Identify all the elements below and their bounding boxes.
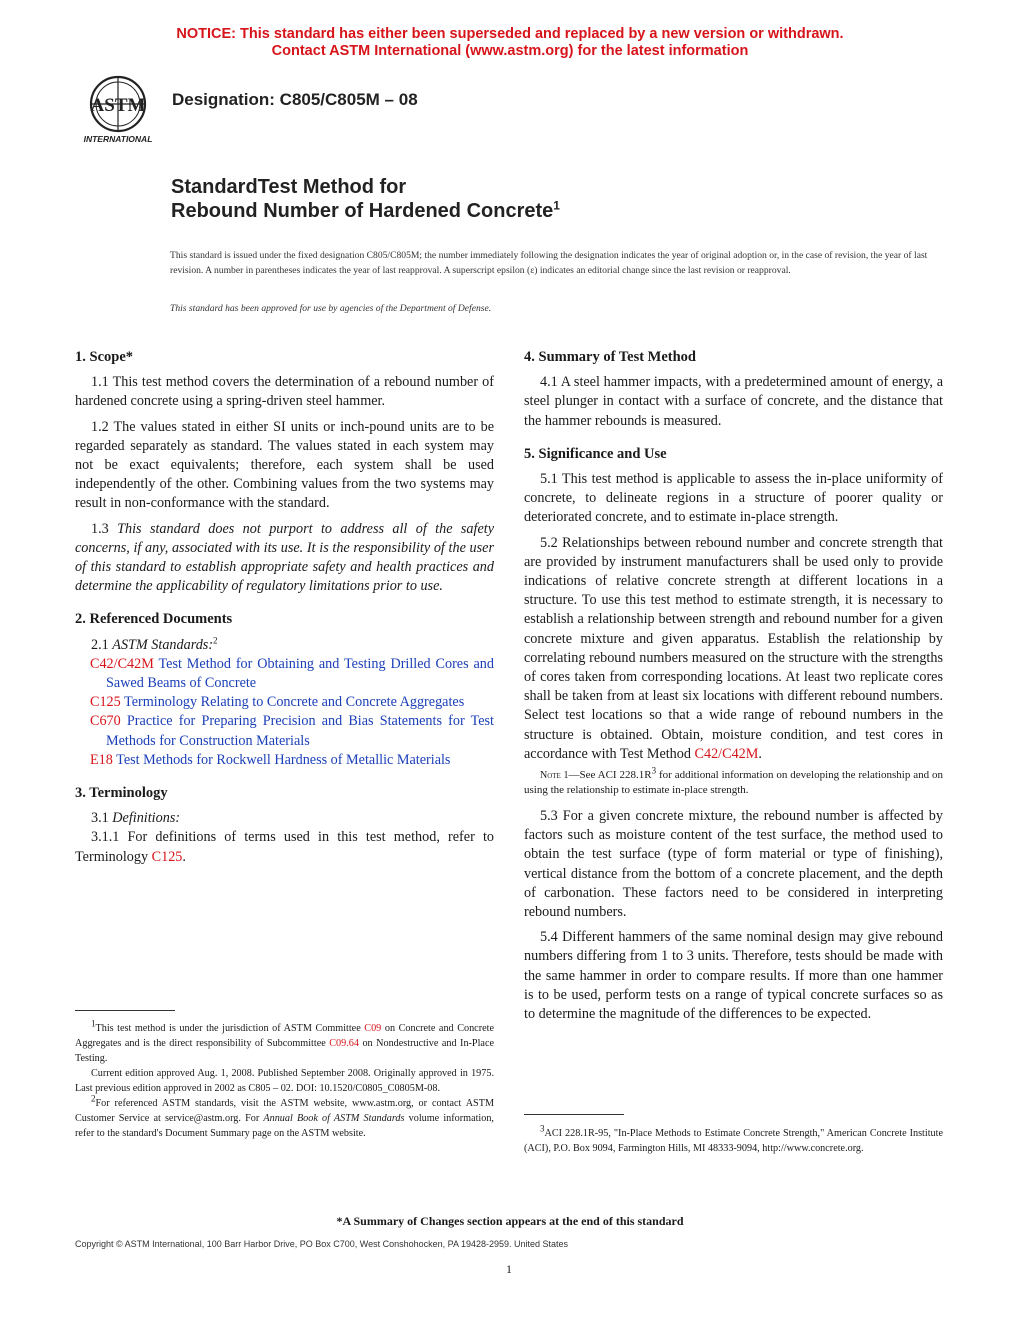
document-title [171,175,560,223]
astm-logo-icon [76,74,160,146]
page-number: 1 [506,1262,512,1276]
para-3-1: 3.1 Definitions: [91,810,181,827]
copyright: Copyright © ASTM International, 100 Barr Harbor Drive, PO Box C700, West Conshohocken, PA 19428-2959. United States [75,1239,569,1249]
ref-c125: C125 Terminology Relating to Concrete and Concrete Aggregates [90,694,465,711]
notice-line-2: Contact ASTM International (www.astm.org) for the latest information [271,43,749,59]
footnote-1-edition: Current edition approved Aug. 1, 2008. Published September 2008. Originally approved in 1975. Last previous edition approved in 2002 as C805 – 02. DOI: 10.1520/C0805_C0805M-08. [75,1068,494,1094]
para-5-4: 5.4 Different hammers of the same nominal design may give rebound numbers differing from 1 to 3 units. Therefore, tests should be made with the same hammer in order to compare results. If more than one hammer is to be used, perform tests on a range of typical concrete surfaces so as to determine the magnitude of the differences to be expected. [524,929,943,1023]
right-column [524,348,943,1030]
astm-logo [76,74,160,146]
withdrawn-notice [0,26,1020,60]
section-3-heading: 3. Terminology [75,785,168,802]
ref-c42: C42/C42M Test Method for Obtaining and Testing Drilled Cores and Sawed Beams of Concrete [90,655,494,692]
dod-note: This standard has been approved for use by agencies of the Department of Defense. [170,303,492,314]
note-1: Note 1—See ACI $228.1R^3$ for additional information on developing the relationship and on using the relationship to estimate in-place strength. [524,765,943,797]
footnote-rule-right [524,1114,624,1115]
summary-of-changes-note: *A Summary of Changes section appears at the end of this standard [336,1214,684,1228]
para-1-2: 1.2 The values stated in either SI units or inch-pound units are to be regarded separately as standard. The values stated in each system may not be exact equivalents; therefore, each system shall be used independently of the other. Combining values from the two systems may result in non-conformance with the standard. [75,418,494,512]
footnote-1: $^1$This test method is under the jurisdiction of ASTM Committee C09 on Concrete and Concrete Aggregates and is the direct responsibility of Subcommittee C09.64 on Nondestructive and In-Place Testing. [75,1018,494,1064]
preamble: This standard is issued under the fixed designation C805/C805M; the number immediately following the designation indicates the year of original adoption or, in the case of revision, the year of last revision. A number in parentheses indicates the year of last reapproval. A superscript epsilon (ε) indicates an editorial change since the last revision or reapproval. [170,250,928,276]
section-4-heading: 4. Summary of Test Method [524,349,696,365]
ref-c42-link[interactable]: C42/C42M [90,655,154,672]
para-2-1: 2.1 ASTM Standards:$^2$ [91,634,218,653]
c09-64-link[interactable]: C09.64 [329,1038,359,1049]
ref-c670: C670 Practice for Preparing Precision and Bias Statements for Test Methods for Construction Materials [90,713,494,749]
footnotes-right [524,1123,943,1156]
ref-e18-link[interactable]: E18 [90,751,113,768]
c42-link[interactable]: C42/C42M [694,745,759,762]
ref-e18: E18 Test Methods for Rockwell Hardness of Metallic Materials [90,751,451,768]
para-1-1: 1.1 This test method covers the determination of a rebound number of hardened concrete using a spring-driven steel hammer. [75,374,494,410]
para-3-1-1: 3.1.1 For definitions of terms used in this test method, refer to Terminology C125. [75,829,494,865]
para-5-3: 5.3 For a given concrete mixture, the rebound number is affected by factors such as moisture content of the test surface, the method used to obtain the test surface (type of form material or type of finishing), vertical distance from the bottom of a concrete placement, and the depth of carbonation. These factors need to be considered in interpreting rebound numbers. [524,808,943,921]
para-5-1: 5.1 This test method is applicable to assess the in-place uniformity of concrete, to delineate regions in a structure of poorer quality or deteriorated concrete, and to estimate in-place strength. [524,471,943,526]
para-1-3: 1.3 This standard does not purport to address all of the safety concerns, if any, associated with its use. It is the responsibility of the user of this standard to establish appropriate safety and health practices and determine the applicability of regulatory limitations prior to use. [75,520,494,595]
title-footnote-mark: 1 [553,198,560,213]
svg-text:ASTM: ASTM [90,95,146,116]
footnotes-left [75,1018,494,1141]
para-5-2: 5.2 Relationships between rebound number and concrete strength that are provided by instrument manufacturers shall be used only to provide indications of relative concrete strength at different locations in a structure. To use this test method to estimate strength, it is necessary to establish a relationship between strength and rebound number for a given concrete mixture and given apparatus. Establish the relationship by correlating rebound numbers measured on the structure with the strengths of cores taken from corresponding locations. At least two replicate cores shall be taken from at least six locations with different rebound numbers. Select test locations so that a wide range of rebound numbers in the structure is obtained. Obtain, moisture condition, and test cores in accordance with Test Method C42/C42M. [524,534,943,762]
c09-link[interactable]: C09 [364,1023,382,1034]
para-4-1: 4.1 A steel hammer impacts, with a predetermined amount of energy, a steel plunger in contact with a surface of concrete, and the distance that the hammer rebounds is measured. [524,374,943,429]
section-1-heading: 1. Scope* [75,349,133,365]
footnote-rule-left [75,1010,175,1011]
footnote-2: $^2$For referenced ASTM standards, visit the ASTM website, www.astm.org, or contact ASTM Customer Service at service@astm.org. For Annual Book of ASTM Standards volume information, refer to the standard's Document Summary page on the ASTM website. [75,1093,494,1139]
notice-line-1: NOTICE: This standard has either been superseded and replaced by a new version or withdrawn. [176,26,844,42]
svg-text:INTERNATIONAL: INTERNATIONAL [83,134,153,144]
designation: Designation: C805/C805M – 08 [172,90,418,109]
section-2-heading: 2. Referenced Documents [75,611,233,628]
ref-c670-link[interactable]: C670 [90,713,121,730]
c125-link[interactable]: C125 [151,848,183,865]
title-line-1: StandardTest Method for [171,176,407,198]
footnote-3: $^3$ACI 228.1R-95, "In-Place Methods to Estimate Concrete Strength," American Concrete Institute (ACI), P.O. Box 9094, Farmington Hills, MI 48333-9094, http://www.concrete.org. [524,1123,943,1154]
title-line-2: Rebound Number of Hardened Concrete$^1$ [171,198,560,222]
ref-c125-link[interactable]: C125 [90,694,121,711]
left-column [75,348,494,873]
section-5-heading: 5. Significance and Use [524,445,667,462]
